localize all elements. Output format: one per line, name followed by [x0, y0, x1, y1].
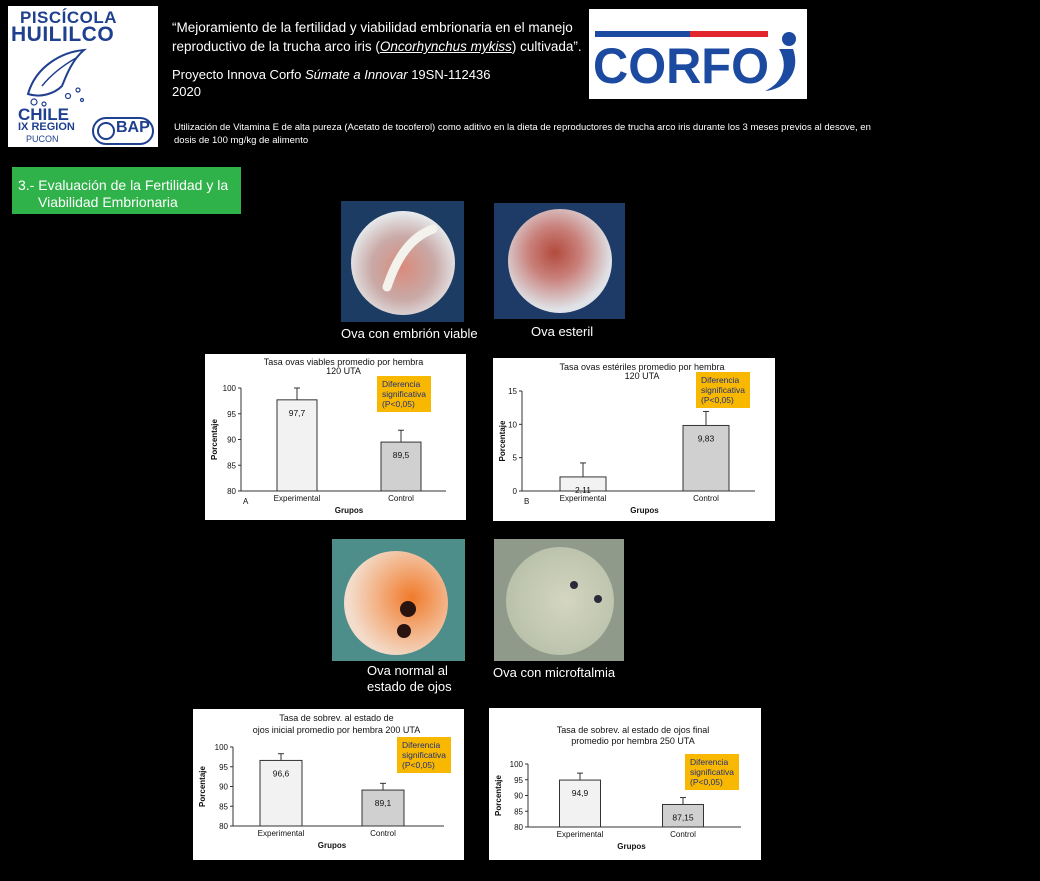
photo-sterile-egg [494, 203, 625, 319]
chart-eyed-initial-survival [193, 709, 464, 860]
chart-sterile-rate [493, 358, 775, 521]
chart-title-line-1: Tasa de sobrev. al estado de [279, 713, 394, 723]
caption-normal-line-1: Ova normal al [367, 663, 448, 678]
x-category-label: Control [693, 494, 719, 503]
caption-normal-line-2: estado de ojos [367, 679, 452, 694]
logo-line-2: HUILILCO [11, 23, 115, 46]
chart-title-line-2: 120 UTA [624, 371, 660, 381]
title-species: Oncorhynchus mykiss [379, 39, 512, 54]
x-category-label: Experimental [556, 830, 604, 839]
bar-value-label: 96,6 [272, 768, 290, 779]
caption-micro: Ova con microftalmia [493, 665, 616, 680]
corfo-logo-graphic [589, 9, 807, 99]
y-tick-label: 100 [214, 743, 228, 752]
significance-badge-line: significativa [382, 389, 426, 399]
y-tick-label: 0 [512, 487, 517, 496]
y-axis-label: Porcentaje [494, 775, 503, 816]
corfo-wordmark: CORFO [593, 38, 769, 94]
y-tick-label: 100 [222, 384, 236, 393]
significance-badge [696, 372, 750, 408]
y-axis-label: Porcentaje [498, 420, 507, 462]
photo-viable-embryo [341, 201, 464, 322]
chart-eyed-final-survival [489, 708, 761, 860]
logo-line-3: CHILE [18, 105, 69, 124]
x-axis-label: Grupos [630, 506, 659, 515]
logo-line-5: PUCON [26, 134, 59, 144]
project-text-italic: Súmate a Innovar [304, 67, 408, 82]
y-tick-label: 15 [508, 387, 517, 396]
chart-title-line-2: ojos inicial promedio por hembra 200 UTA [252, 725, 421, 735]
section-heading [12, 167, 241, 214]
y-tick-label: 90 [219, 782, 228, 792]
significance-badge-line: Diferencia [690, 757, 729, 767]
x-category-label: Control [370, 829, 396, 838]
bar-value-label: 9,83 [697, 433, 715, 444]
significance-badge-line: significativa [690, 767, 734, 777]
caption-viable: Ova con embrión viable [341, 326, 478, 341]
significance-badge-line: (P<0,05) [402, 760, 435, 770]
x-axis-label: Grupos [317, 841, 347, 850]
significance-badge-line: Diferencia [701, 375, 740, 385]
logo-line-4: IX REGION [18, 121, 75, 133]
caption-sterile: Ova esteril [531, 324, 594, 339]
chart-title-line-1: Tasa de sobrev. al estado de ojos final [556, 725, 710, 735]
photo-normal-eyed-egg [332, 539, 465, 661]
x-axis-label: Grupos [617, 842, 646, 851]
bar-value-label: 2,11 [575, 484, 591, 495]
x-category-label: Control [388, 494, 414, 503]
treatment-description: Utilización de Vitamina E de alta pureza (Acetato de tocoferol) como aditivo en la dieta de reproductores de trucha arco iris durante los 3 meses previos al desove, en dosis de 100 mg/kg de alimento [174, 122, 871, 146]
y-tick-label: 90 [514, 791, 523, 801]
project-year: 2020 [172, 84, 201, 99]
x-category-label: Experimental [257, 829, 305, 838]
significance-badge [397, 737, 451, 773]
title-text-pre: “Mejoramiento de la fertilidad y viabilidad embrionaria en el manejo reproductivo de la trucha arco iris ( [172, 20, 573, 54]
y-axis-label: Porcentaje [198, 766, 207, 807]
x-category-label: Control [670, 830, 696, 839]
y-tick-label: 95 [514, 775, 523, 785]
project-title [172, 18, 592, 56]
significance-badge-line: significativa [701, 385, 745, 395]
y-tick-label: 80 [219, 822, 228, 831]
y-tick-label: 10 [508, 420, 517, 430]
chart-title-line-2: promedio por hembra 250 UTA [571, 736, 695, 746]
y-axis-label: Porcentaje [210, 419, 219, 460]
y-tick-label: 80 [514, 823, 523, 832]
project-text-pre: Proyecto Innova Corfo [172, 67, 305, 82]
title-text-post: ) cultivada”. [511, 39, 582, 54]
chart-title-line-1: Tasa ovas viables promedio por hembra [263, 357, 424, 367]
photo-microphthalmia-egg [494, 539, 624, 661]
chart-title-line-2: 120 UTA [326, 366, 361, 376]
significance-badge-line: Diferencia [402, 740, 441, 750]
bar-value-label: 87,15 [672, 812, 694, 823]
y-tick-label: 85 [227, 461, 236, 471]
logo-line-1: PISCÍCOLA [20, 8, 118, 27]
y-tick-label: 5 [512, 453, 517, 463]
y-tick-label: 95 [227, 409, 236, 419]
bar-value-label: 97,7 [288, 407, 306, 418]
project-text-post: 19SN-112436 [407, 67, 491, 82]
significance-badge [685, 754, 739, 790]
chart-viable-rate [205, 354, 466, 520]
section-heading-line-1: 3.- Evaluación de la Fertilidad y la [18, 177, 229, 193]
y-tick-label: 80 [227, 487, 236, 496]
bar-value-label: 94,9 [571, 788, 589, 799]
bar-value-label: 89,1 [374, 798, 392, 809]
y-tick-label: 85 [514, 807, 523, 817]
x-category-label: Experimental [559, 494, 607, 503]
corfo-logo [589, 9, 807, 99]
chart-title-line-1: Tasa ovas estériles promedio por hembra [559, 362, 725, 372]
y-tick-label: 90 [227, 435, 236, 445]
trout-logo-icon [22, 46, 92, 108]
panel-letter: A [243, 497, 249, 506]
project-line [172, 66, 490, 83]
significance-badge-line: (P<0,05) [382, 399, 415, 409]
y-tick-label: 85 [219, 802, 228, 812]
piscicola-huililco-logo [8, 6, 158, 147]
bar-value-label: 89,5 [392, 450, 410, 461]
x-category-label: Experimental [273, 494, 321, 503]
chart-svg [193, 709, 464, 860]
bap-label: BAP [116, 119, 150, 136]
significance-badge-line: significativa [402, 750, 446, 760]
y-tick-label: 100 [509, 760, 523, 769]
significance-badge [377, 376, 431, 412]
y-tick-label: 95 [219, 762, 228, 772]
significance-badge-line: Diferencia [382, 379, 421, 389]
x-axis-label: Grupos [334, 506, 364, 515]
section-heading-line-2: Viabilidad Embrionaria [38, 194, 178, 210]
panel-letter: B [524, 497, 530, 506]
significance-badge-line: (P<0,05) [701, 395, 734, 405]
significance-badge-line: (P<0,05) [690, 777, 723, 787]
